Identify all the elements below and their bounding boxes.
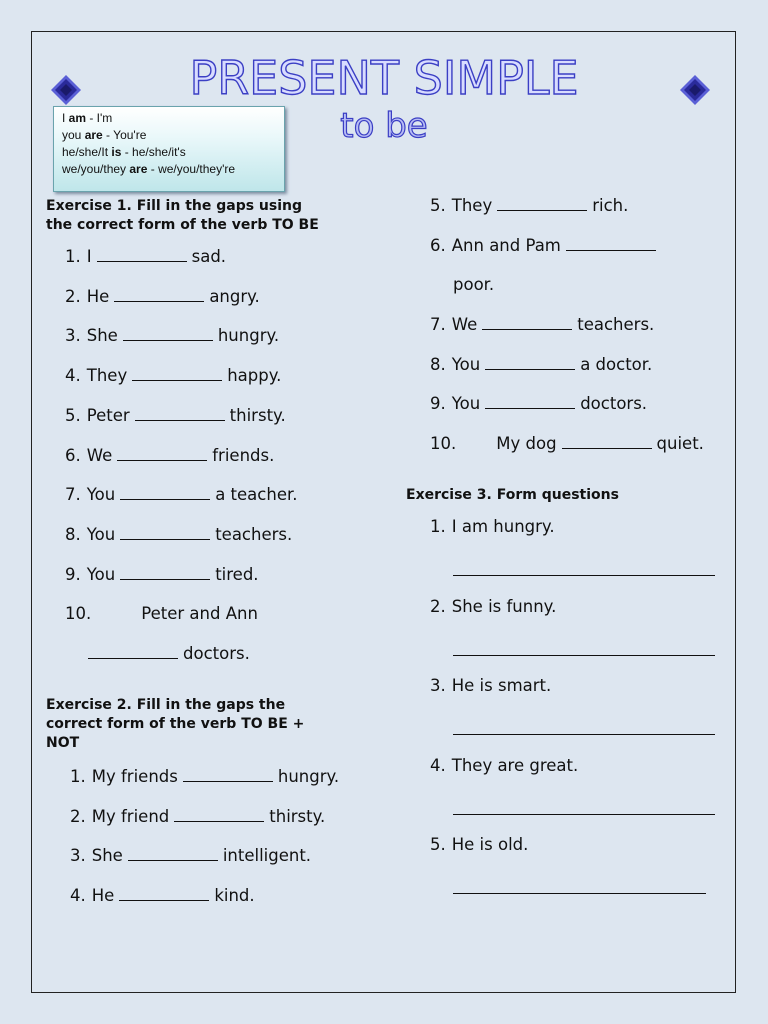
item-number: 7. bbox=[430, 315, 446, 334]
item-text-before: Peter bbox=[86, 405, 130, 425]
item-number: 2. bbox=[65, 286, 81, 306]
item-text-before: You bbox=[86, 524, 116, 544]
item-text-after: intelligent. bbox=[222, 846, 312, 866]
grammar-line: he/she/It is - he/she/it's bbox=[62, 145, 186, 159]
blank-gap[interactable] bbox=[485, 394, 575, 409]
item-text-after: doctors. bbox=[580, 394, 648, 413]
item-text-before: They bbox=[86, 366, 128, 386]
item-number: 3. bbox=[430, 676, 446, 695]
list-item bbox=[430, 236, 661, 256]
grammar-line: I am - I'm bbox=[62, 111, 113, 125]
answer-line[interactable] bbox=[453, 575, 715, 576]
blank-gap[interactable] bbox=[183, 767, 273, 782]
item-text-before: She bbox=[91, 846, 123, 866]
question-item bbox=[430, 597, 556, 617]
blank-gap[interactable] bbox=[97, 247, 187, 262]
blank-gap[interactable] bbox=[88, 644, 178, 659]
item-text-before: You bbox=[86, 564, 116, 584]
item-number: 8. bbox=[430, 355, 446, 374]
item-number: 4. bbox=[65, 366, 81, 386]
item-text-after: thirsty. bbox=[229, 405, 286, 425]
exercise2-heading: Exercise 2. Fill in the gaps the correct form of the verb TO BE + NOT bbox=[46, 697, 305, 751]
item-text-before: We bbox=[451, 315, 478, 334]
item-text-after: hungry. bbox=[217, 326, 280, 346]
list-item bbox=[70, 807, 325, 827]
blank-gap[interactable] bbox=[119, 886, 209, 901]
answer-line[interactable] bbox=[453, 734, 715, 735]
item-text: He is old. bbox=[451, 835, 529, 854]
list-item bbox=[70, 846, 311, 866]
item-number: 8. bbox=[65, 524, 81, 544]
item-text: I am hungry. bbox=[451, 517, 555, 536]
item-number: 2. bbox=[70, 806, 86, 826]
list-item bbox=[65, 565, 259, 585]
item-number: 1. bbox=[430, 517, 446, 536]
question-item bbox=[430, 756, 578, 776]
exercise3-heading: Exercise 3. Form questions bbox=[406, 487, 619, 503]
item-text-after: angry. bbox=[209, 286, 260, 306]
list-item-continuation: poor. bbox=[453, 275, 495, 294]
answer-line[interactable] bbox=[453, 814, 715, 815]
item-number: 2. bbox=[430, 596, 446, 616]
blank-gap[interactable] bbox=[174, 807, 264, 822]
blank-gap[interactable] bbox=[497, 196, 587, 211]
item-number: 5. bbox=[430, 835, 446, 854]
blank-gap[interactable] bbox=[482, 315, 572, 330]
item-text-after: a doctor. bbox=[580, 355, 653, 374]
item-text-before: You bbox=[451, 355, 481, 374]
blank-gap[interactable] bbox=[120, 485, 210, 500]
item-text-after: a teacher. bbox=[215, 485, 298, 505]
page-title: PRESENT SIMPLE bbox=[189, 51, 579, 105]
item-text-after: thirsty. bbox=[269, 806, 326, 826]
list-item: 10. My dog quiet. bbox=[430, 434, 704, 453]
item-number: 1. bbox=[70, 767, 86, 786]
item-text-after: tired. bbox=[215, 564, 259, 584]
answer-line[interactable] bbox=[453, 893, 706, 894]
item-number: 6. bbox=[65, 445, 81, 465]
item-text-after: sad. bbox=[191, 247, 227, 266]
blank-gap[interactable] bbox=[566, 236, 656, 251]
grammar-reference-box bbox=[53, 106, 285, 192]
blank-gap[interactable] bbox=[120, 525, 210, 540]
blank-gap[interactable] bbox=[128, 846, 218, 861]
item-text-after: rich. bbox=[592, 196, 629, 215]
item-text-before: We bbox=[86, 445, 113, 465]
list-item bbox=[65, 485, 298, 505]
item-number: 7. bbox=[65, 485, 81, 505]
item-text-after: teachers. bbox=[215, 524, 293, 544]
item-number: 9. bbox=[65, 564, 81, 584]
list-item bbox=[430, 315, 654, 335]
item-text-after: happy. bbox=[227, 366, 282, 386]
blank-gap[interactable] bbox=[485, 355, 575, 370]
question-item bbox=[430, 517, 555, 537]
question-item bbox=[430, 676, 551, 696]
list-item bbox=[65, 326, 279, 346]
list-item bbox=[70, 886, 255, 906]
item-text-before: He bbox=[86, 286, 110, 306]
page-subtitle: to be bbox=[340, 106, 428, 146]
item-number: 3. bbox=[65, 326, 81, 346]
list-item bbox=[65, 247, 226, 267]
list-item bbox=[70, 767, 339, 787]
item-text-after: teachers. bbox=[577, 315, 655, 334]
grammar-line: we/you/they are - we/you/they're bbox=[62, 162, 236, 176]
grammar-line: you are - You're bbox=[62, 128, 147, 142]
item-text: She is funny. bbox=[451, 596, 557, 616]
item-number: 4. bbox=[430, 755, 446, 775]
item-text-after: kind. bbox=[214, 885, 255, 905]
list-item bbox=[65, 446, 274, 466]
item-number: 6. bbox=[430, 236, 446, 255]
list-item bbox=[65, 366, 281, 386]
item-number: 9. bbox=[430, 394, 446, 413]
item-number: 5. bbox=[430, 196, 446, 215]
item-text-before: You bbox=[451, 394, 481, 413]
item-text: He is smart. bbox=[451, 676, 552, 695]
item-text-before: My friend bbox=[91, 806, 170, 826]
list-item: 10. Peter and Ann bbox=[65, 604, 258, 623]
item-number: 3. bbox=[70, 846, 86, 866]
blank-gap[interactable] bbox=[117, 446, 207, 461]
blank-gap[interactable] bbox=[123, 326, 213, 341]
item-text-before: You bbox=[86, 485, 116, 505]
list-item bbox=[430, 196, 628, 216]
list-item bbox=[65, 287, 260, 307]
answer-line[interactable] bbox=[453, 655, 715, 656]
item-text-before: My friends bbox=[91, 767, 178, 786]
blank-gap[interactable] bbox=[114, 287, 204, 302]
item-number: 5. bbox=[65, 405, 81, 425]
blank-gap[interactable] bbox=[132, 366, 222, 381]
blank-gap[interactable] bbox=[120, 565, 210, 580]
item-text-before: She bbox=[86, 326, 118, 346]
list-item bbox=[65, 406, 286, 426]
question-item bbox=[430, 835, 528, 855]
blank-gap[interactable] bbox=[135, 406, 225, 421]
list-item bbox=[430, 394, 647, 414]
list-item bbox=[65, 525, 292, 545]
item-text-before: I bbox=[86, 247, 92, 266]
item-text-before: They bbox=[451, 196, 493, 215]
list-item-continuation: doctors. bbox=[88, 644, 250, 664]
item-text-after: friends. bbox=[212, 445, 275, 465]
blank-gap[interactable] bbox=[562, 434, 652, 449]
item-number: 1. bbox=[65, 247, 81, 266]
list-item bbox=[430, 355, 652, 375]
item-text-after: hungry. bbox=[277, 767, 340, 786]
item-text-before: Ann and Pam bbox=[451, 236, 561, 255]
item-number: 4. bbox=[70, 885, 86, 905]
exercise1-heading: Exercise 1. Fill in the gaps using the correct form of the verb TO BE bbox=[46, 198, 319, 233]
item-text-before: He bbox=[91, 885, 115, 905]
item-text: They are great. bbox=[451, 755, 579, 775]
